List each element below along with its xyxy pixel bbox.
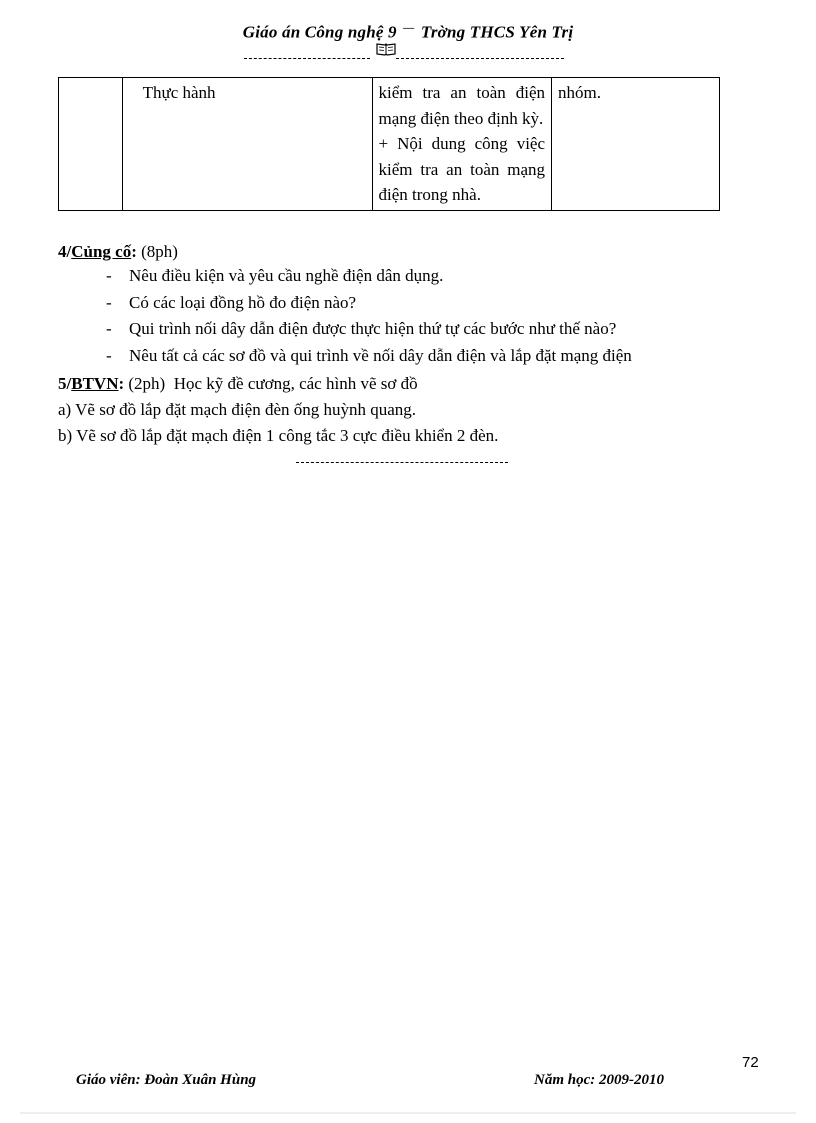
page-bottom-edge bbox=[20, 1112, 796, 1114]
section-number: 5/ bbox=[58, 374, 72, 393]
header-symbol: — bbox=[403, 22, 415, 34]
header-right: Trờng THCS Yên Trị bbox=[420, 22, 574, 42]
lesson-table bbox=[58, 77, 720, 211]
header-rule-right bbox=[396, 58, 564, 59]
table-row bbox=[59, 78, 720, 211]
list-item: - Nêu tất cả các sơ đồ và qui trình về nối dây dẫn điện và lắp đặt mạng điện bbox=[102, 343, 632, 370]
btvn-item-a: a) Vẽ sơ đồ lắp đặt mạch điện đèn ống huỳnh quang. bbox=[58, 400, 417, 419]
header-rule-left bbox=[244, 58, 370, 59]
section-cungco-heading bbox=[58, 239, 178, 264]
page-header bbox=[0, 22, 816, 43]
section-text: (2ph) Học kỹ đề cương, các hình vẽ sơ đồ bbox=[124, 374, 418, 393]
cungco-list bbox=[102, 263, 632, 369]
btvn-item-b: b) Vẽ sơ đồ lắp đặt mạch điện 1 công tắc 3 cực điều khiển 2 đèn. bbox=[58, 426, 499, 445]
section-colon: : bbox=[131, 242, 137, 261]
list-item: - Qui trình nối dây dẫn điện được thực hiện thứ tự các bước như thế nào? bbox=[102, 316, 632, 343]
table-cell-2: Thực hành bbox=[122, 78, 372, 211]
header-left: Giáo án Công nghệ 9 bbox=[242, 22, 397, 42]
section-time: (8ph) bbox=[136, 242, 178, 261]
page-number: 72 bbox=[742, 1054, 759, 1071]
section-title: Củng cố bbox=[71, 242, 132, 261]
table-cell-4: nhóm. bbox=[552, 78, 720, 211]
end-divider bbox=[296, 462, 508, 463]
table-cell-3: kiểm tra an toàn điện mạng điện theo định kỳ. + Nội dung công việc kiểm tra an toàn mạng điện trong nhà. bbox=[372, 78, 552, 211]
list-item: - Có các loại đồng hồ đo điện nào? bbox=[102, 290, 632, 317]
footer-teacher: Giáo viên: Đoàn Xuân Hùng bbox=[76, 1072, 257, 1088]
section-title: BTVN bbox=[71, 374, 119, 393]
list-item: - Nêu điều kiện và yêu cầu nghề điện dân dụng. bbox=[102, 263, 632, 290]
section-colon: : bbox=[118, 374, 125, 393]
footer-year: Năm học: 2009-2010 bbox=[534, 1072, 664, 1088]
section-btvn-heading bbox=[58, 371, 418, 396]
open-book-icon bbox=[376, 42, 396, 56]
section-number: 4/ bbox=[58, 242, 72, 261]
table-cell-1 bbox=[59, 78, 123, 211]
